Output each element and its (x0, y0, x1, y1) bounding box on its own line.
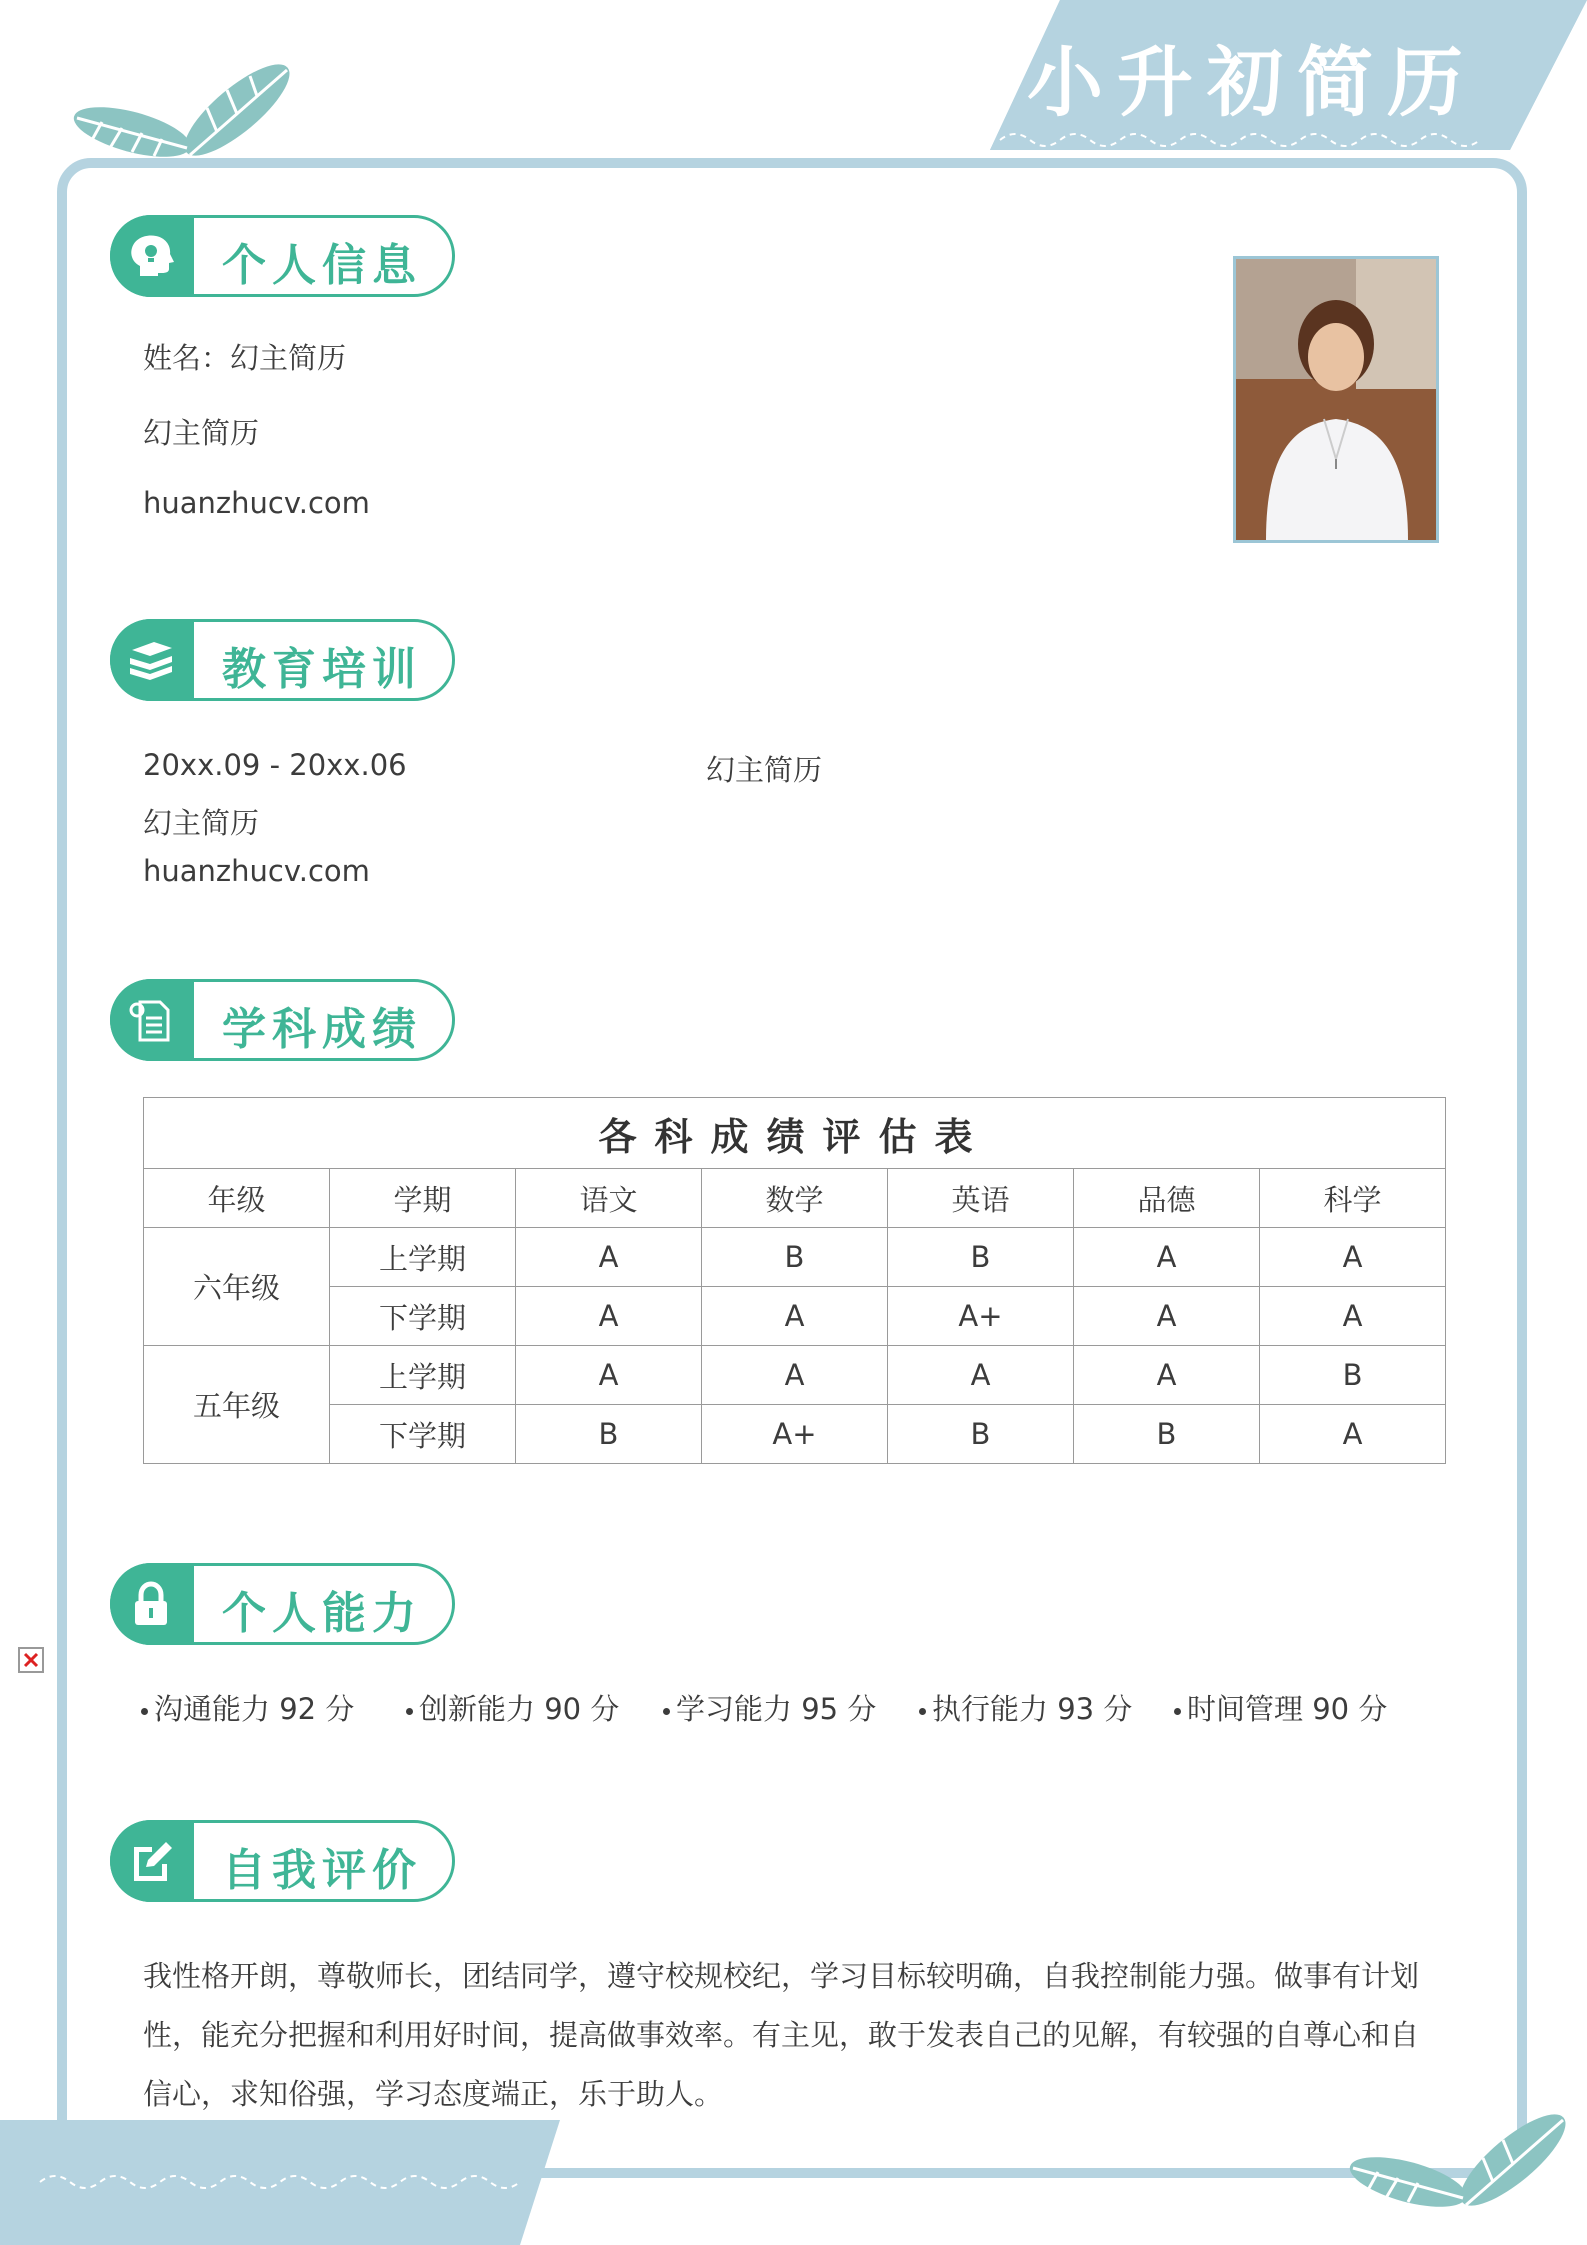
section-title: 教育培训 (222, 644, 422, 695)
score-cell: A (1074, 1287, 1260, 1346)
table-header-cell: 科学 (1260, 1169, 1446, 1228)
table-header-cell: 语文 (516, 1169, 702, 1228)
skill-item: 创新能力 90 分 (406, 1687, 619, 1728)
profile-photo (1233, 256, 1439, 543)
score-cell: B (888, 1405, 1074, 1464)
name-line: 姓名：幻主简历 (143, 341, 347, 375)
table-row (144, 1228, 1446, 1287)
leaf-decoration-icon (1338, 2110, 1578, 2220)
table-row (144, 1287, 1446, 1346)
books-icon (126, 636, 176, 684)
info-website: huanzhucv.com (143, 486, 370, 520)
edit-icon (126, 1837, 176, 1885)
edu-period: 20xx.09 - 20xx.06 (143, 748, 407, 782)
table-header-cell: 学期 (330, 1169, 516, 1228)
skill-item: 沟通能力 92 分 (141, 1687, 354, 1728)
lock-icon (126, 1580, 176, 1628)
score-cell: B (888, 1228, 1074, 1287)
score-cell: A+ (888, 1287, 1074, 1346)
broken-image-icon (18, 1647, 44, 1673)
section-header-self-eval (110, 1820, 455, 1902)
score-cell: A (516, 1346, 702, 1405)
self-evaluation-text: 我性格开朗，尊敬师长，团结同学，遵守校规校纪，学习目标较明确，自我控制能力强。做事有计划性，能充分把握和利用好时间，提高做事效率。有主见，敢于发表自己的见解，有较强的自尊心和自信心，求知俗强，学习态度端正，乐于助人。 (143, 1959, 1420, 2111)
score-cell: A+ (702, 1405, 888, 1464)
grades-table (143, 1097, 1446, 1464)
edu-line: 幻主简历 (143, 806, 260, 840)
score-cell: A (1260, 1405, 1446, 1464)
resume-title: 小升初简历 (1027, 38, 1477, 127)
section-title: 个人信息 (222, 240, 422, 291)
score-cell: B (1260, 1346, 1446, 1405)
section-header-personal (110, 215, 455, 297)
score-cell: A (1260, 1228, 1446, 1287)
skill-item: 执行能力 93 分 (919, 1687, 1132, 1728)
score-cell: A (1074, 1346, 1260, 1405)
table-header-cell: 英语 (888, 1169, 1074, 1228)
skill-item: 时间管理 90 分 (1174, 1687, 1387, 1728)
term-cell: 上学期 (330, 1228, 516, 1287)
table-row (144, 1346, 1446, 1405)
table-header-cell: 年级 (144, 1169, 330, 1228)
document-icon (126, 996, 176, 1044)
score-cell: A (1260, 1287, 1446, 1346)
score-cell: B (1074, 1405, 1260, 1464)
section-title: 个人能力 (222, 1588, 422, 1639)
table-header-row (144, 1169, 1446, 1228)
grade-cell: 五年级 (144, 1346, 330, 1464)
idea-head-icon (126, 232, 176, 280)
section-title: 学科成绩 (222, 1004, 422, 1055)
section-title: 自我评价 (222, 1845, 422, 1896)
table-row (144, 1405, 1446, 1464)
section-header-education (110, 619, 455, 701)
term-cell: 上学期 (330, 1346, 516, 1405)
term-cell: 下学期 (330, 1287, 516, 1346)
score-cell: B (516, 1405, 702, 1464)
score-cell: A (1074, 1228, 1260, 1287)
score-cell: A (702, 1346, 888, 1405)
score-cell: A (888, 1346, 1074, 1405)
score-cell: A (516, 1228, 702, 1287)
table-header-cell: 品德 (1074, 1169, 1260, 1228)
bottom-banner (0, 2120, 600, 2245)
table-header-cell: 数学 (702, 1169, 888, 1228)
score-cell: A (516, 1287, 702, 1346)
section-header-grades (110, 979, 455, 1061)
edu-school: 幻主简历 (706, 753, 823, 787)
term-cell: 下学期 (330, 1405, 516, 1464)
grade-cell: 六年级 (144, 1228, 330, 1346)
info-line: 幻主简历 (143, 416, 260, 450)
section-header-ability (110, 1563, 455, 1645)
edu-website: huanzhucv.com (143, 854, 370, 888)
score-cell: A (702, 1287, 888, 1346)
table-caption: 各科成绩评估表 (144, 1098, 1446, 1169)
score-cell: B (702, 1228, 888, 1287)
skill-item: 学习能力 95 分 (663, 1687, 876, 1728)
leaf-decoration-icon (62, 60, 302, 170)
